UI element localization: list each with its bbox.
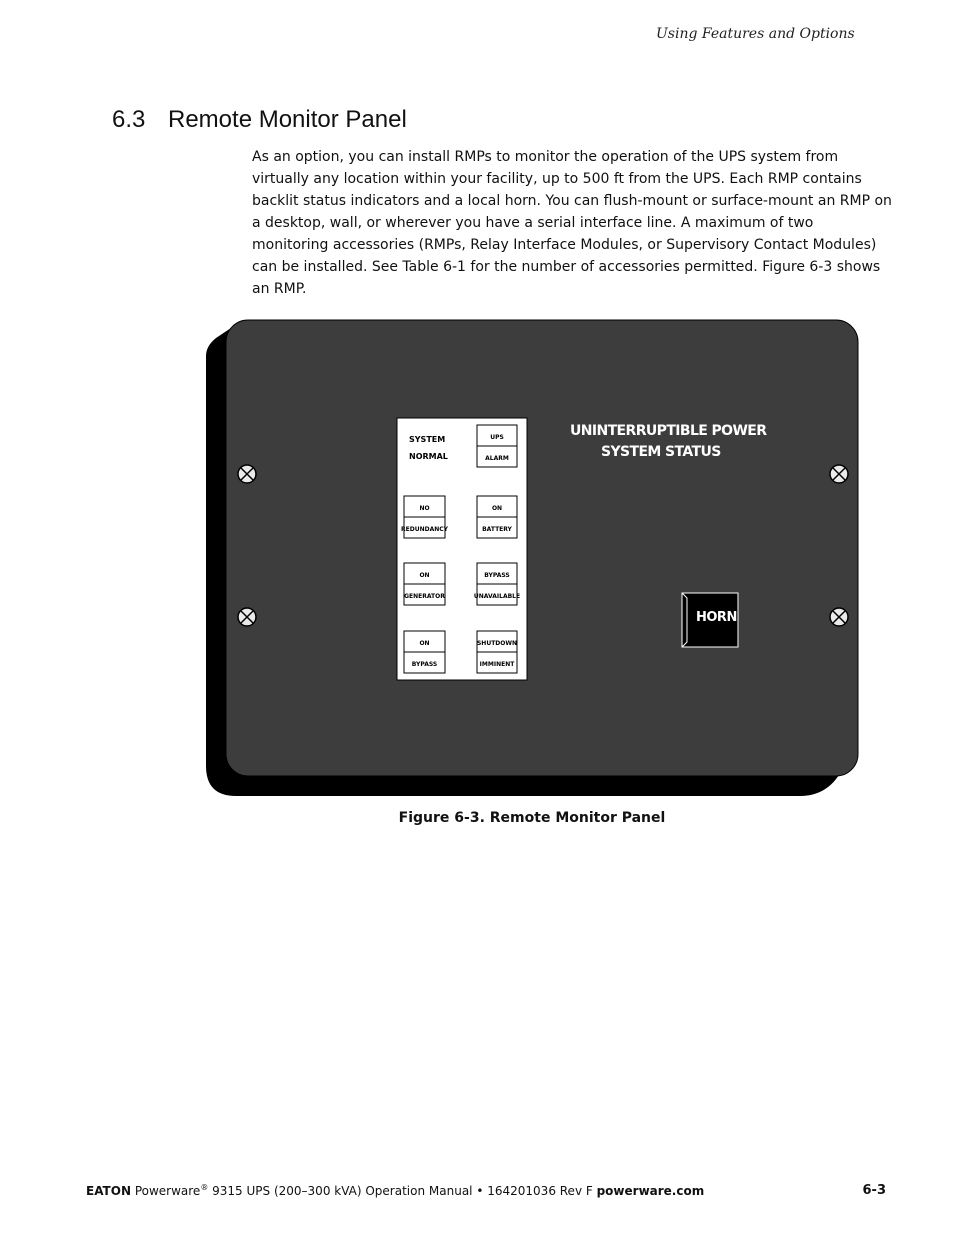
- indicator-bottom-label: REDUNDANCY: [401, 526, 448, 533]
- figure-caption: Figure 6-3. Remote Monitor Panel: [398, 810, 666, 826]
- indicator-bottom-label: ALARM: [485, 455, 509, 462]
- page-number: 6-3: [862, 1183, 886, 1198]
- indicator-shutdown-imminent: [477, 631, 517, 673]
- screw-icon: [830, 608, 848, 626]
- indicator-ups-alarm: [477, 425, 517, 467]
- footer-product: Powerware: [134, 1184, 201, 1198]
- footer-website: powerware.com: [596, 1184, 705, 1198]
- section-title: Remote Monitor Panel: [168, 106, 407, 133]
- indicator-no-redundancy: [401, 496, 449, 538]
- section-number: 6.3: [112, 106, 146, 133]
- indicator-top-label: UPS: [490, 434, 504, 441]
- indicator-bottom-label: IMMINENT: [479, 661, 515, 668]
- panel-title-line2: SYSTEM STATUS: [601, 444, 721, 460]
- screw-icon: [238, 465, 256, 483]
- system-normal-line2: NORMAL: [409, 452, 448, 461]
- indicator-bottom-label: UNAVAILABLE: [473, 593, 521, 600]
- screw-icon: [830, 465, 848, 483]
- footer-manual-title: 9315 UPS (200–300 kVA) Operation Manual: [212, 1184, 473, 1198]
- indicator-bottom-label: BYPASS: [411, 661, 438, 668]
- footer-separator: •: [476, 1184, 484, 1198]
- indicator-on-battery: [477, 496, 517, 538]
- indicator-top-label: SHUTDOWN: [476, 640, 518, 647]
- indicator-on-generator: [404, 563, 445, 605]
- system-normal-line1: SYSTEM: [409, 435, 446, 444]
- section-paragraph: As an option, you can install RMPs to monitor the operation of the UPS system from virtually any location within your facility, up to 500 ft from the UPS. Each RMP contains backlit status indicators and a local horn. You can flush-mount or surface-mount an RMP on a desktop, wall, or wherever you have a serial interface line. A maximum of two monitoring accessories (RMPs, Relay Interface Modules, or Supervisory Contact Modules) can be installed. See Table 6-1 for the number of accessories permitted. Figure 6-3 shows an RMP.: [252, 149, 892, 297]
- indicator-top-label: NO: [419, 505, 430, 512]
- footer-registered-mark: ®: [200, 1183, 209, 1192]
- panel-face: [226, 320, 858, 776]
- footer-doc-number: 164201036 Rev F: [487, 1184, 593, 1198]
- panel-title-line1: UNINTERRUPTIBLE POWER: [570, 423, 767, 439]
- horn-button[interactable]: [682, 593, 738, 647]
- indicator-top-label: BYPASS: [484, 572, 510, 579]
- footer-brand: EATON: [86, 1184, 131, 1198]
- horn-label: HORN: [696, 610, 737, 625]
- remote-monitor-panel-figure: [204, 318, 862, 800]
- indicator-top-label: ON: [419, 572, 430, 579]
- indicator-bottom-label: GENERATOR: [404, 593, 445, 600]
- remote-monitor-panel-illustration: [204, 318, 862, 800]
- running-header: Using Features and Options: [656, 26, 855, 42]
- section-heading: [112, 106, 407, 134]
- indicator-on-bypass: [404, 631, 445, 673]
- page-footer: [86, 1183, 886, 1198]
- indicator-top-label: ON: [491, 505, 503, 512]
- screw-icon: [238, 608, 256, 626]
- indicator-bypass-unavailable: [474, 563, 520, 605]
- indicator-top-label: ON: [419, 640, 430, 647]
- indicator-bottom-label: BATTERY: [482, 526, 512, 533]
